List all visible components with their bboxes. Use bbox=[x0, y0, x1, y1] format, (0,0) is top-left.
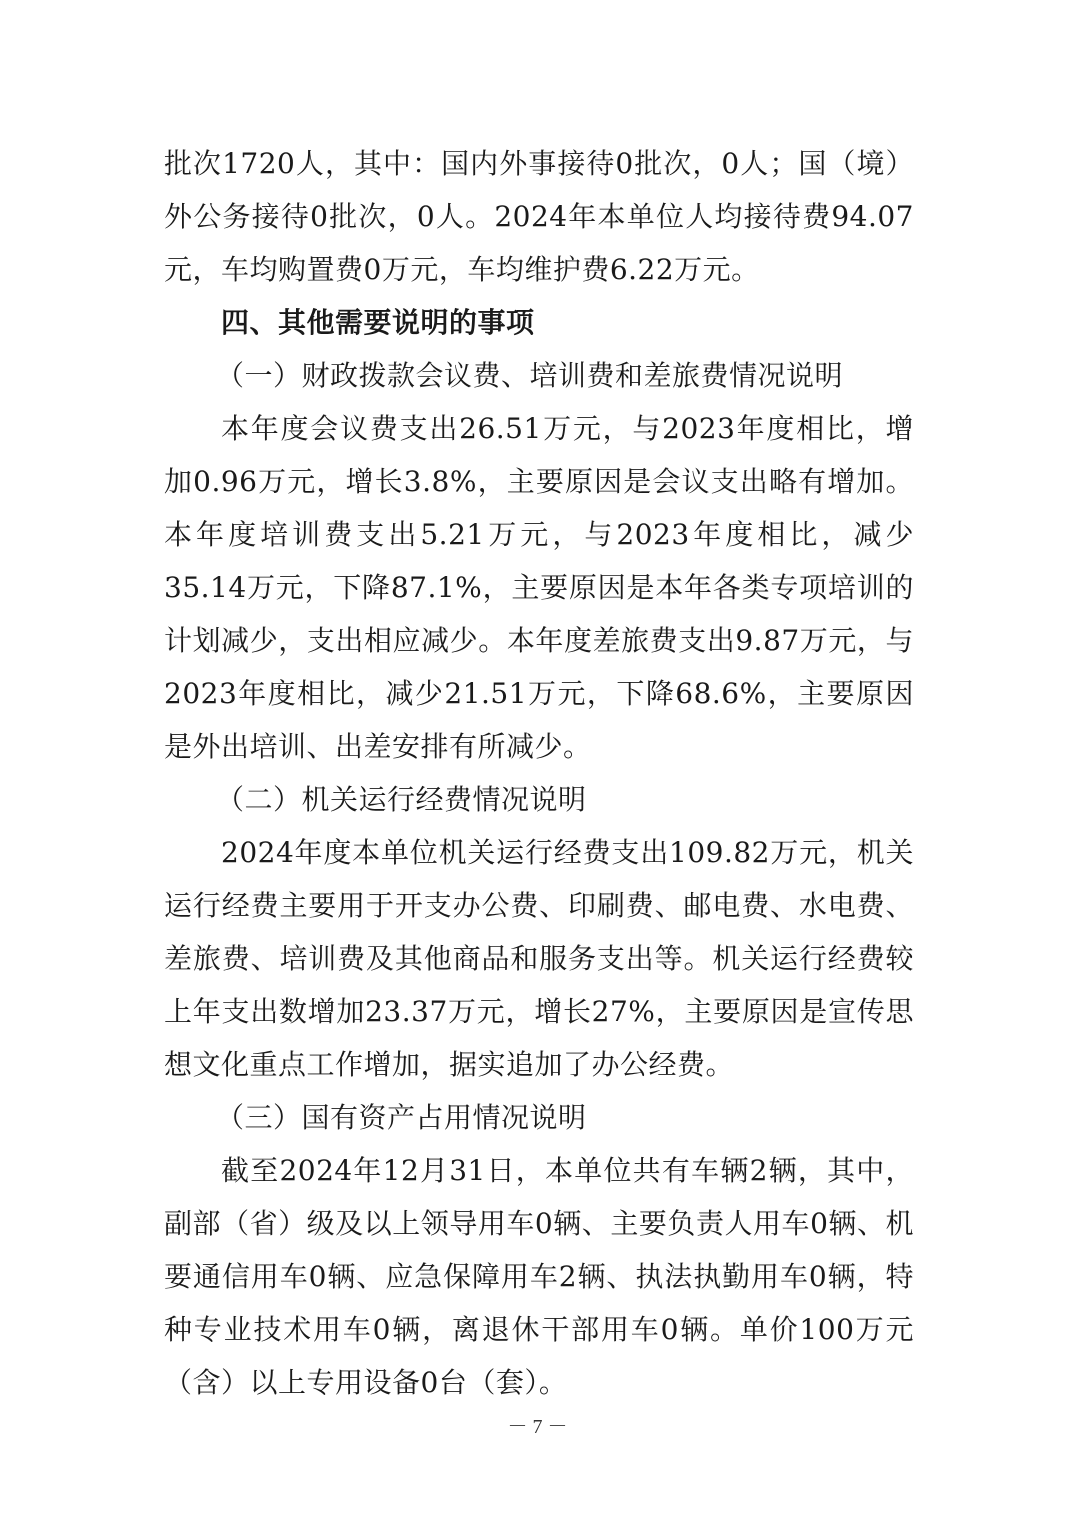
section-heading-other-matters: 四、其他需要说明的事项 bbox=[221, 306, 535, 339]
subsection-heading-state-assets: （三）国有资产占用情况说明 bbox=[216, 1101, 587, 1134]
paragraph-meeting-training-travel: 本年度会议费支出26.51万元，与2023年度相比，增加0.96万元，增长3.8%，主要原因是会议支出略有增加。本年度培训费支出5.21万元，与2023年度相比，减少35.14万元，下降87.1%，主要原因是本年各类专项培训的计划减少，支出相应减少。本年度差旅费支出9.87万元，与2023年度相比，减少21.51万元，下降68.6%，主要原因是外出培训、出差安排有所减少。 bbox=[164, 412, 914, 763]
subsection-heading-meeting-training-travel: （一）财政拨款会议费、培训费和差旅费情况说明 bbox=[216, 359, 844, 392]
paragraph-state-assets: 截至2024年12月31日，本单位共有车辆2辆，其中，副部（省）级及以上领导用车0辆、主要负责人用车0辆、机要通信用车0辆、应急保障用车2辆、执法执勤用车0辆，特种专业技术用车0辆，离退休干部用车0辆。单价100万元（含）以上专用设备0台（套）。 bbox=[164, 1154, 914, 1399]
page-number: － 7 － bbox=[507, 1416, 568, 1438]
subsection-heading-operating-expenses: （二）机关运行经费情况说明 bbox=[216, 783, 587, 816]
document-body bbox=[164, 137, 914, 1409]
paragraph-reception-stats: 批次1720人，其中：国内外事接待0批次，0人；国（境）外公务接待0批次，0人。2024年本单位人均接待费94.07元，车均购置费0万元，车均维护费6.22万元。 bbox=[164, 147, 914, 286]
paragraph-operating-expenses: 2024年度本单位机关运行经费支出109.82万元，机关运行经费主要用于开支办公费、印刷费、邮电费、水电费、差旅费、培训费及其他商品和服务支出等。机关运行经费较上年支出数增加23.37万元，增长27%，主要原因是宣传思想文化重点工作增加，据实追加了办公经费。 bbox=[164, 836, 914, 1081]
